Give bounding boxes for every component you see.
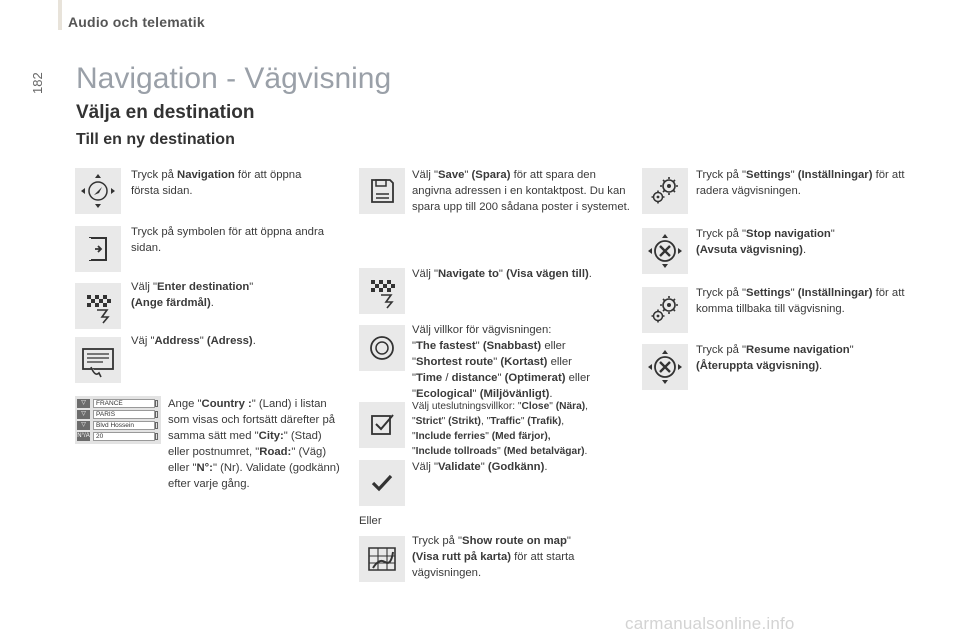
watermark: carmanualsonline.info xyxy=(625,614,795,633)
section-title: Audio och telematik xyxy=(68,14,205,30)
step-settings-return-text: Tryck på "Settings" (Inställningar) för att komma tillbaka till vägvisning. xyxy=(696,287,905,315)
step-address-text: Väj "Address" (Adress). xyxy=(131,335,256,347)
form-row-road: ▽ Blvd Hossein xyxy=(77,421,159,431)
step-stop-navigation-text: Tryck på "Stop navigation" (Avsuta vägvisning). xyxy=(696,228,835,256)
checkered-flag-icon xyxy=(359,268,405,314)
or-label: Eller xyxy=(359,515,382,527)
navigation-icon xyxy=(75,168,121,214)
checkmark-icon xyxy=(359,460,405,506)
stop-navigation-icon xyxy=(642,228,688,274)
address-card-icon xyxy=(75,337,121,383)
step-criteria-text: Välj villkor för vägvisningen: "The fastest" (Snabbast) eller "Shortest route" (Kortast) eller "Time / distance" (Optimerat) eller "Ecological" (Miljövänligt). xyxy=(412,324,590,400)
step-save-text: Välj "Save" (Spara) för att spara den angivna adressen i en kontaktpost. Du kan spara upp till 200 sådana poster i systemet. xyxy=(412,169,630,213)
settings-icon xyxy=(642,168,688,214)
checkered-flag-icon xyxy=(75,283,121,329)
resume-navigation-icon xyxy=(642,344,688,390)
step-resume-navigation-text: Tryck på "Resume navigation" (Återuppta vägvisning). xyxy=(696,344,854,372)
heading-new-destination: Till en ny destination xyxy=(76,131,235,148)
step-page-text: Tryck på symbolen för att öppna andra sidan. xyxy=(131,226,324,254)
page-title: Navigation - Vägvisning xyxy=(76,62,392,95)
page-number: 182 xyxy=(30,72,45,94)
page-icon xyxy=(75,226,121,272)
step-navigation-text: Tryck på Navigation för att öppna första sidan. xyxy=(131,169,302,197)
criteria-icon xyxy=(359,325,405,371)
form-row-number: N°/A 20 xyxy=(77,432,159,442)
step-validate-text: Välj "Validate" (Godkänn). xyxy=(412,461,548,473)
header-accent-bar xyxy=(58,0,62,30)
save-icon xyxy=(359,168,405,214)
address-form-preview xyxy=(75,396,161,444)
step-navigate-to-text: Välj "Navigate to" (Visa vägen till). xyxy=(412,268,592,280)
map-icon xyxy=(359,536,405,582)
form-row-country: ▽ FRANCE xyxy=(77,399,159,409)
form-row-city: ▽ PARIS xyxy=(77,410,159,420)
step-show-map-text: Tryck på "Show route on map" (Visa rutt på karta) för att starta vägvisningen. xyxy=(412,535,575,579)
step-enter-destination-text: Välj "Enter destination" (Ange färdmål). xyxy=(131,281,254,309)
step-exclusions-text: Välj uteslutningsvillkor: "Close" (Nära), "Strict" (Strikt), "Traffic" (Trafik), "Include ferries" (Med färjor), "Include tollroads" (Med betalvägar). xyxy=(412,401,589,457)
step-country-text: Ange "Country :" (Land) i listan som visas och fortsätt därefter på samma sätt med "City:" (Stad) eller postnumret, "Road:" (Väg) eller "N°:" (Nr). Validate (godkänn) efter varje gång. xyxy=(168,398,340,490)
heading-select-destination: Välja en destination xyxy=(76,102,255,123)
settings-icon xyxy=(642,287,688,333)
checkbox-icon xyxy=(359,402,405,448)
step-settings-clear-text: Tryck på "Settings" (Inställningar) för att radera vägvisningen. xyxy=(696,169,905,197)
page-number-wrap xyxy=(30,72,52,109)
